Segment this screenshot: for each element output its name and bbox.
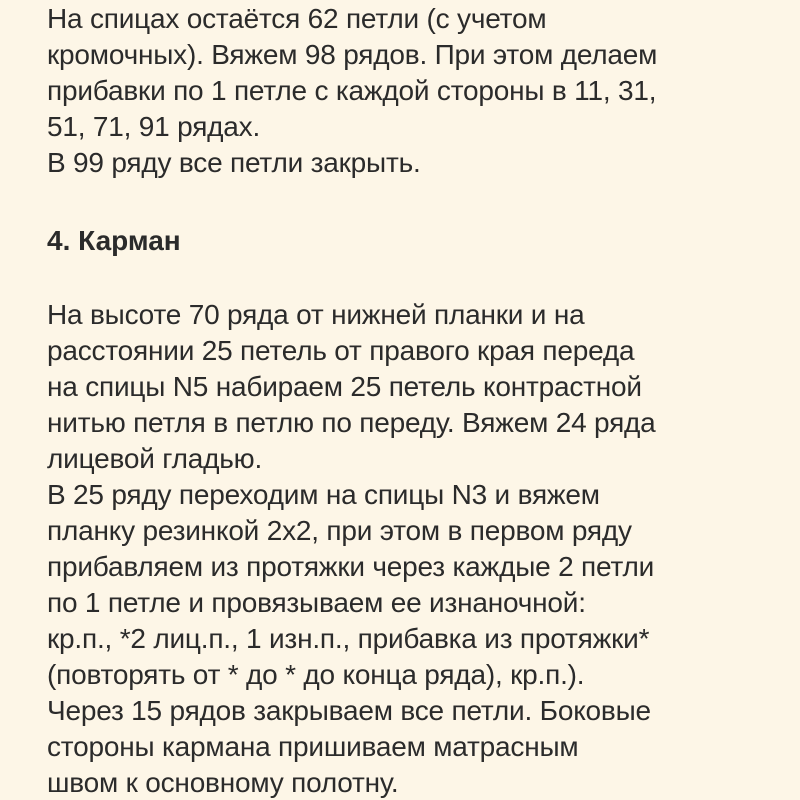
intro-line-2: кромочных). Вяжем 98 рядов. При этом делаем [47, 39, 658, 70]
section-line-7: планку резинкой 2х2, при этом в первом ряду [47, 515, 632, 546]
intro-line-5: В 99 ряду все петли закрыть. [47, 147, 421, 178]
intro-line-4: 51, 71, 91 рядах. [47, 111, 261, 142]
section-line-2: расстоянии 25 петель от правого края переда [47, 335, 635, 366]
document-page [47, 0, 767, 800]
section-line-4: нитью петля в петлю по переду. Вяжем 24 ряда [47, 407, 656, 438]
section-line-14: швом к основному полотну. [47, 767, 399, 798]
intro-line-3: прибавки по 1 петле с каждой стороны в 11, 31, [47, 75, 657, 106]
section-line-3: на спицы N5 набираем 25 петель контрастной [47, 371, 642, 402]
section-line-1: На высоте 70 ряда от нижней планки и на [47, 299, 585, 330]
section-line-9: по 1 петле и провязываем ее изнаночной: [47, 587, 586, 618]
section-line-8: прибавляем из протяжки через каждые 2 петли [47, 551, 655, 582]
section-line-13: стороны кармана пришиваем матрасным [47, 731, 579, 762]
section-line-10: кр.п., *2 лиц.п., 1 изн.п., прибавка из протяжки* [47, 623, 650, 654]
section-line-11: (повторять от * до * до конца ряда), кр.п.). [47, 659, 585, 690]
section-heading: 4. Карман [47, 225, 181, 256]
section-line-12: Через 15 рядов закрываем все петли. Боковые [47, 695, 651, 726]
intro-line-1: На спицах остаётся 62 петли (с учетом [47, 3, 547, 34]
section-line-5: лицевой гладью. [47, 443, 263, 474]
section-line-6: В 25 ряду переходим на спицы N3 и вяжем [47, 479, 600, 510]
